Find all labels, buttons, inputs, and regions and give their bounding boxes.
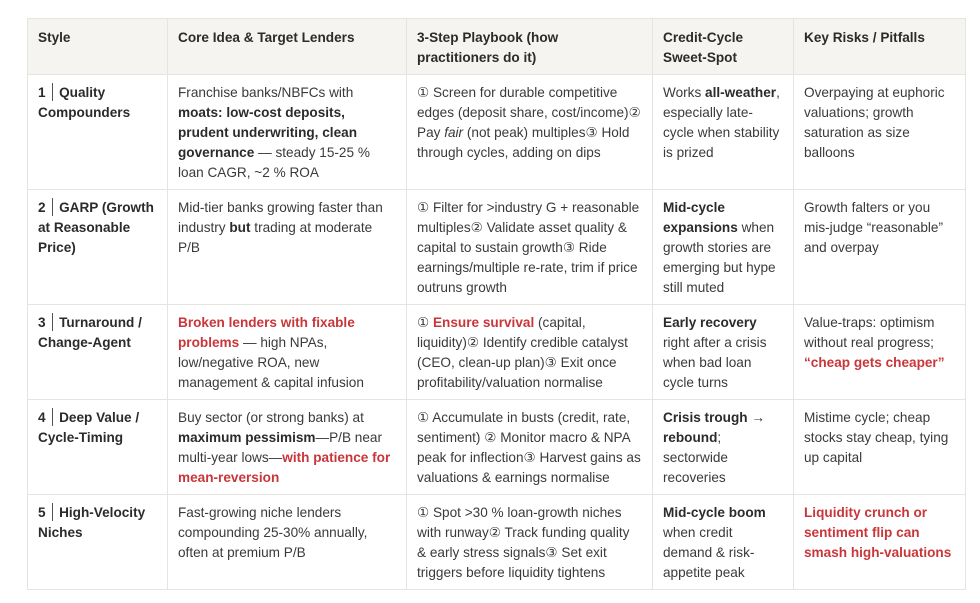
text: Franchise banks/NBFCs with <box>178 85 354 100</box>
style-cell <box>28 400 168 495</box>
style-cell <box>28 305 168 400</box>
core-idea-cell <box>168 190 407 305</box>
style-name: Deep Value / Cycle-Timing <box>38 410 140 445</box>
style-name: GARP (Growth at Reasonable Price) <box>38 200 154 255</box>
text: Mid-tier banks growing faster than industry <box>178 200 383 235</box>
risks-cell <box>794 495 966 590</box>
text: trading at moderate P/B <box>178 220 373 255</box>
text: , especially late-cycle when stability is prized <box>663 85 780 160</box>
style-cell <box>28 495 168 590</box>
core-idea-cell <box>168 495 407 590</box>
bold-text: maximum pessimism <box>178 430 316 445</box>
text: — high NPAs, low/negative ROA, new management & capital infusion <box>178 335 364 390</box>
italic-text: fair <box>444 125 464 140</box>
bold-text: moats: low-cost deposits, prudent underwriting, clean governance <box>178 105 357 160</box>
table-row <box>28 75 966 190</box>
highlight-text: “cheap gets cheaper” <box>804 355 945 370</box>
row-number: 3 <box>38 315 46 330</box>
highlight-text: Liquidity crunch or sentiment flip can smash high-valuations <box>804 505 952 560</box>
text: Fast-growing niche lenders compounding 25-30% annually, often at premium P/B <box>178 505 368 560</box>
lending-strategy-table <box>27 18 966 590</box>
text: Works <box>663 85 706 100</box>
header-core-idea: Core Idea & Target Lenders <box>168 19 407 75</box>
text: Overpaying at euphoric valuations; growth saturation as size balloons <box>804 85 945 160</box>
sweet-spot-cell <box>653 495 794 590</box>
bold-text: Mid-cycle boom <box>663 505 766 520</box>
row-number: 2 <box>38 200 46 215</box>
style-name: Turnaround / Change-Agent <box>38 315 142 350</box>
table-row <box>28 305 966 400</box>
style-cell <box>28 190 168 305</box>
playbook-cell <box>407 495 653 590</box>
playbook-cell <box>407 190 653 305</box>
playbook-cell <box>407 305 653 400</box>
header-style: Style <box>28 19 168 75</box>
header-playbook: 3-Step Playbook (how practitioners do it) <box>407 19 653 75</box>
style-name: High-Velocity Niches <box>38 505 146 540</box>
playbook-cell <box>407 400 653 495</box>
text: ① Accumulate in busts (credit, rate, sentiment) ② Monitor macro & NPA peak for inflection③ Harvest gains as valuations & earnings normalise <box>417 410 641 485</box>
text: right after a crisis when bad loan cycle turns <box>663 335 767 390</box>
sweet-spot-cell <box>653 400 794 495</box>
style-name: Quality Compounders <box>38 85 131 120</box>
core-idea-cell <box>168 75 407 190</box>
table-row <box>28 495 966 590</box>
sweet-spot-cell <box>653 190 794 305</box>
text: Growth falters or you mis-judge “reasonable” and overpay <box>804 200 944 255</box>
text: Mistime cycle; cheap stocks stay cheap, tying up capital <box>804 410 949 465</box>
bold-text: but <box>229 220 251 235</box>
core-idea-cell <box>168 400 407 495</box>
text: ① Filter for >industry G + reasonable multiples② Validate asset quality & capital to sustain growth③ Ride earnings/multiple re-rate, trim if price outruns growth <box>417 200 640 295</box>
divider-bar <box>52 408 54 426</box>
header-sweet-spot: Credit-Cycle Sweet-Spot <box>653 19 794 75</box>
text: (capital, liquidity)② Identify credible catalyst (CEO, clean-up plan)③ Exit once profitability/valuation normalise <box>417 315 628 390</box>
text: when growth stories are emerging but hype still muted <box>663 220 776 295</box>
table-header-row <box>28 19 966 75</box>
bold-text: Early recovery <box>663 315 757 330</box>
risks-cell <box>794 190 966 305</box>
text: ① <box>417 315 433 330</box>
row-number: 1 <box>38 85 46 100</box>
divider-bar <box>52 503 54 521</box>
highlight-text: with patience for mean-reversion <box>178 450 391 485</box>
risks-cell <box>794 305 966 400</box>
playbook-cell <box>407 75 653 190</box>
text: (not peak) multiples③ Hold through cycles, adding on dips <box>417 125 630 160</box>
bold-text: all-weather <box>705 85 777 100</box>
row-number: 4 <box>38 410 46 425</box>
highlight-text: Broken lenders with fixable problems <box>178 315 355 350</box>
core-idea-cell <box>168 305 407 400</box>
highlight-text: Ensure survival <box>432 315 535 330</box>
risks-cell <box>794 75 966 190</box>
table-row <box>28 190 966 305</box>
text: —P/B near multi-year lows— <box>178 430 383 465</box>
row-number: 5 <box>38 505 46 520</box>
text: when credit demand & risk-appetite peak <box>663 525 755 580</box>
bold-text: Mid-cycle expansions <box>663 200 738 235</box>
header-risks: Key Risks / Pitfalls <box>794 19 966 75</box>
divider-bar <box>52 83 54 101</box>
divider-bar <box>52 313 54 331</box>
text: ① Spot >30 % loan-growth niches with runway② Track funding quality & early stress signals③ Set exit triggers before liquidity tightens <box>417 505 630 580</box>
text: — steady 15-25 % loan CAGR, ~2 % ROA <box>178 145 370 180</box>
divider-bar <box>52 198 54 216</box>
text: ① Screen for durable competitive edges (deposit share, cost/income)② Pay <box>417 85 641 140</box>
bold-text: Crisis trough → rebound <box>663 410 765 445</box>
text: Value-traps: optimism without real progress; <box>804 315 935 350</box>
sweet-spot-cell <box>653 75 794 190</box>
table-row <box>28 400 966 495</box>
text: Buy sector (or strong banks) at <box>178 410 364 425</box>
sweet-spot-cell <box>653 305 794 400</box>
style-cell <box>28 75 168 190</box>
text: ; sectorwide recoveries <box>663 430 728 485</box>
strategy-table-container <box>27 18 965 590</box>
risks-cell <box>794 400 966 495</box>
